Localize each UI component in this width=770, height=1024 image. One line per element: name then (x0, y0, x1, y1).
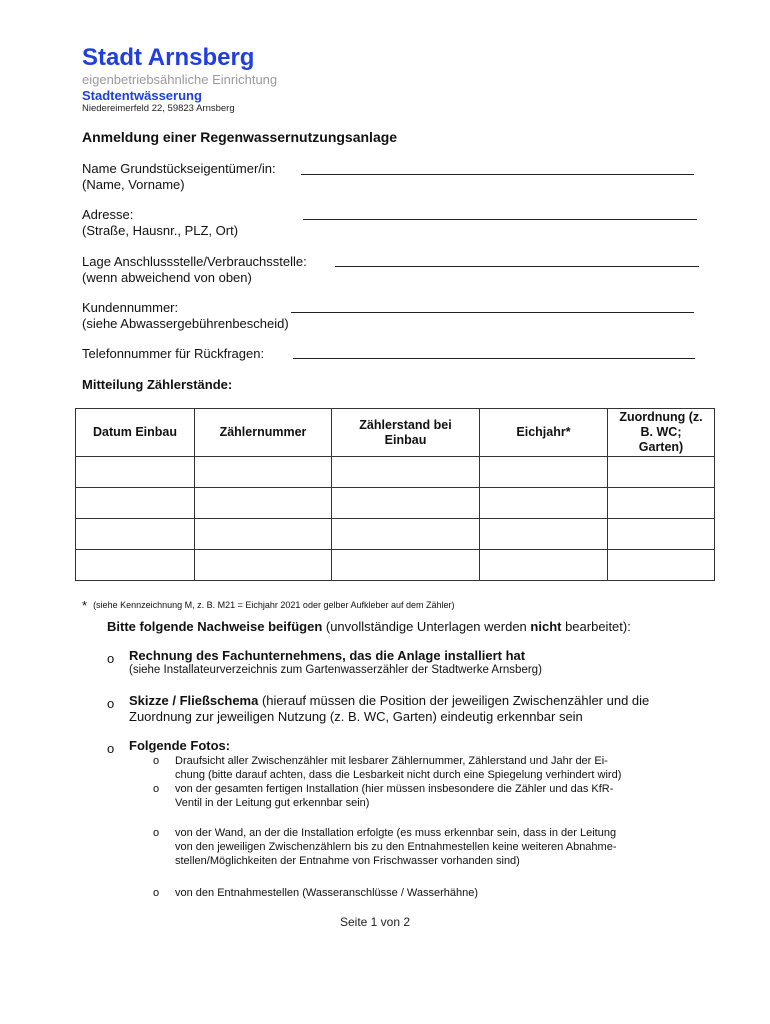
table-row (76, 457, 715, 488)
table-cell[interactable] (480, 488, 608, 519)
footnote-asterisk: * (82, 598, 88, 613)
field-phone-input-line[interactable] (293, 358, 695, 359)
meter-table-header-row (76, 409, 715, 457)
table-cell[interactable] (76, 488, 195, 519)
organization-subtitle: eigenbetriebsähnliche Einrichtung (82, 72, 278, 87)
footnote-text: (siehe Kennzeichnung M, z. B. M21 = Eichjahr 2021 oder gelber Aufkleber auf dem Zähler) (93, 600, 455, 610)
table-cell[interactable] (76, 519, 195, 550)
organization-title: Stadt Arnsberg (82, 44, 255, 71)
page-number: Seite 1 von 2 (339, 915, 411, 929)
photo-item-4 (175, 886, 478, 900)
field-customer-number-input-line[interactable] (291, 312, 694, 313)
item-invoice-title: Rechnung des Fachunternehmens, das die Anlage installiert hat (129, 648, 526, 663)
item-invoice-hint: (siehe Installateurverzeichnis zum Gartenwasserzähler der Stadtwerke Arnsberg) (129, 664, 542, 676)
field-owner-name-hint: (Name, Vorname) (82, 177, 185, 192)
form-heading: Anmeldung einer Regenwassernutzungsanlage (82, 129, 398, 145)
photo-item-2 (175, 782, 613, 810)
photo-item-1 (175, 754, 621, 782)
calibration-footnote (82, 598, 455, 613)
table-row (76, 488, 715, 519)
sub-bullet-icon: o (153, 887, 160, 899)
field-customer-number-hint: (siehe Abwassergebührenbescheid) (82, 316, 289, 331)
table-cell[interactable] (195, 457, 332, 488)
column-header-reading-at-install: Zählerstand bei Einbau (332, 409, 480, 457)
bullet-icon: o (107, 741, 115, 756)
table-cell[interactable] (480, 519, 608, 550)
field-connection-location-hint: (wenn abweichend von oben) (82, 270, 252, 285)
sub-bullet-icon: o (153, 783, 160, 795)
attachments-intro-nicht: nicht (530, 619, 562, 634)
table-cell[interactable] (195, 550, 332, 581)
field-customer-number-label: Kundennummer: (82, 300, 179, 315)
field-address-label: Adresse: (82, 207, 134, 222)
column-header-calibration-year: Eichjahr* (480, 409, 608, 457)
organization-address: Niedereimerfeld 22, 59823 Arnsberg (82, 103, 235, 114)
field-connection-location-input-line[interactable] (335, 266, 699, 267)
attachments-intro-bold: Bitte folgende Nachweise beifügen (107, 619, 323, 634)
photo-item-1-line1: Draufsicht aller Zwischenzähler mit lesbarer Zählernummer, Zählerstand und Jahr der Ei- (175, 755, 608, 767)
item-sketch-line2: Zuordnung zur jeweiligen Nutzung (z. B. WC, Garten) eindeutig erkennbar sein (129, 709, 583, 724)
column-header-assignment: Zuordnung (z. B. WC; Garten) (608, 409, 715, 457)
table-cell[interactable] (332, 550, 480, 581)
table-cell[interactable] (608, 519, 715, 550)
item-sketch-title: Skizze / Fließschema (129, 693, 259, 708)
attachments-intro-text-2: bearbeitet): (561, 619, 631, 634)
table-cell[interactable] (332, 457, 480, 488)
column-header-install-date: Datum Einbau (76, 409, 195, 457)
attachments-intro (107, 619, 631, 634)
table-row (76, 519, 715, 550)
photo-item-3 (175, 826, 617, 868)
meter-section-heading: Mitteilung Zählerstände: (82, 377, 233, 392)
table-cell[interactable] (195, 488, 332, 519)
field-phone-label: Telefonnummer für Rückfragen: (82, 346, 265, 361)
field-address-hint: (Straße, Hausnr., PLZ, Ort) (82, 223, 239, 238)
table-row (76, 550, 715, 581)
field-owner-name-input-line[interactable] (301, 174, 694, 175)
sub-bullet-icon: o (153, 755, 160, 767)
sub-bullet-icon: o (153, 827, 160, 839)
photo-item-2-line2: Ventil in der Leitung gut erkennbar sein) (175, 797, 370, 809)
field-address-input-line[interactable] (303, 219, 697, 220)
table-cell[interactable] (332, 488, 480, 519)
table-cell[interactable] (332, 519, 480, 550)
photo-item-3-line1: von der Wand, an der die Installation erfolgte (es muss erkennbar sein, dass in der Leitung (175, 827, 617, 839)
item-sketch-rest: (hierauf müssen die Position der jeweiligen Zwischenzähler und die (258, 693, 650, 708)
photo-item-3-line3: stellen/Möglichkeiten der Entnahme von Frischwasser vorhanden sind) (175, 855, 520, 867)
item-sketch-line1 (129, 693, 649, 708)
photo-item-2-line1: von der gesamten fertigen Installation (hier müssen insbesondere die Zähler und das KfR- (175, 783, 614, 795)
photo-item-3-line2: von den jeweiligen Zwischenzählern bis zu den Entnahmestellen keine weiteren Abnahme- (175, 841, 617, 853)
table-cell[interactable] (195, 519, 332, 550)
bullet-icon: o (107, 696, 115, 711)
department-name: Stadtentwässerung (82, 88, 202, 103)
item-photos-title: Folgende Fotos: (129, 738, 231, 753)
attachments-intro-text-1: (unvollständige Unterlagen werden (322, 619, 531, 634)
field-owner-name-label: Name Grundstückseigentümer/in: (82, 161, 276, 176)
bullet-icon: o (107, 651, 115, 666)
table-cell[interactable] (608, 488, 715, 519)
column-header-meter-number: Zählernummer (195, 409, 332, 457)
table-cell[interactable] (480, 457, 608, 488)
table-cell[interactable] (480, 550, 608, 581)
table-cell[interactable] (608, 457, 715, 488)
photo-item-4-line1: von den Entnahmestellen (Wasseranschlüsse / Wasserhähne) (175, 887, 479, 899)
table-cell[interactable] (76, 457, 195, 488)
photo-item-1-line2: chung (bitte darauf achten, dass die Lesbarkeit nicht durch eine Spiegelung verhindert wird) (175, 769, 622, 781)
field-connection-location-label: Lage Anschlussstelle/Verbrauchsstelle: (82, 254, 307, 269)
meter-table (75, 408, 715, 581)
table-cell[interactable] (608, 550, 715, 581)
table-cell[interactable] (76, 550, 195, 581)
